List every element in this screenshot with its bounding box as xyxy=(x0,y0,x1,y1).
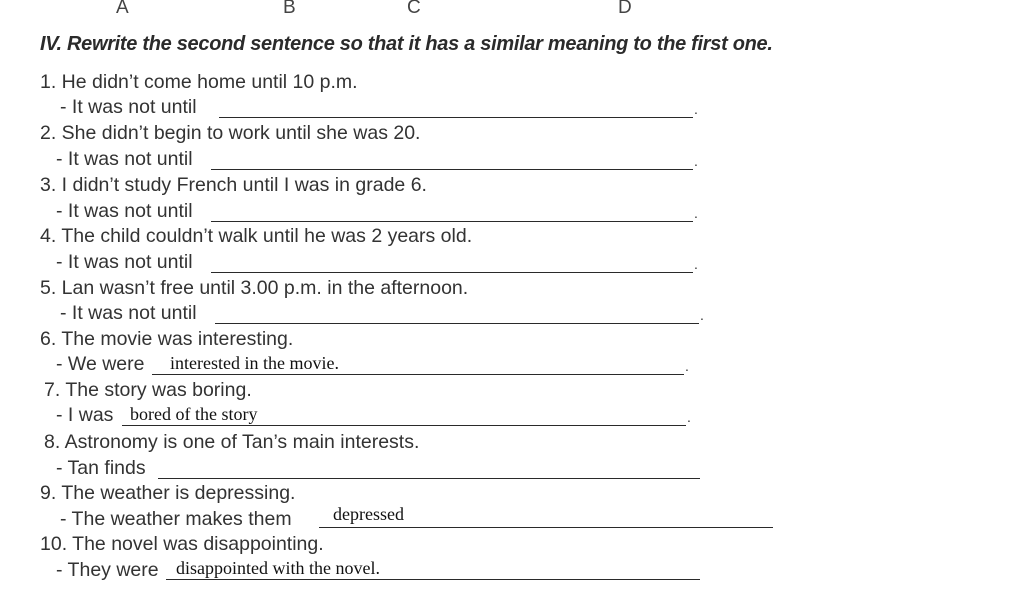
question-10: 10. The novel was disappointing. xyxy=(40,533,324,555)
answer-blank-4[interactable] xyxy=(211,253,693,273)
question-5: 5. Lan wasn’t free until 3.00 p.m. in the afternoon. xyxy=(40,277,469,299)
answer-blank-10[interactable] xyxy=(166,560,700,580)
period-5: . xyxy=(700,307,704,323)
prompt-4: - It was not until xyxy=(56,251,193,273)
prompt-8: - Tan finds xyxy=(56,457,146,479)
answer-7: bored of the story xyxy=(130,404,258,424)
answer-blank-1[interactable] xyxy=(219,98,693,118)
period-3: . xyxy=(694,205,698,221)
period-6: . xyxy=(685,358,689,374)
prompt-1: - It was not until xyxy=(60,96,197,118)
question-8: 8. Astronomy is one of Tan’s main interests. xyxy=(44,431,420,453)
column-letter-b: B xyxy=(283,0,296,18)
period-2: . xyxy=(694,153,698,169)
prompt-2: - It was not until xyxy=(56,148,193,170)
answer-10: disappointed with the novel. xyxy=(176,558,380,578)
question-1: 1. He didn’t come home until 10 p.m. xyxy=(40,71,358,93)
answer-blank-6[interactable] xyxy=(152,355,684,375)
question-7: 7. The story was boring. xyxy=(44,379,252,401)
period-4: . xyxy=(694,256,698,272)
prompt-10: - They were xyxy=(56,559,159,581)
prompt-7: - I was xyxy=(56,404,114,426)
question-6: 6. The movie was interesting. xyxy=(40,328,294,350)
answer-blank-8[interactable] xyxy=(158,459,700,479)
answer-blank-3[interactable] xyxy=(211,202,693,222)
prompt-9: - The weather makes them xyxy=(60,508,292,530)
answer-9: depressed xyxy=(333,504,404,524)
answer-blank-5[interactable] xyxy=(215,304,699,324)
period-1: . xyxy=(694,101,698,117)
column-letter-d: D xyxy=(618,0,632,18)
question-9: 9. The weather is depressing. xyxy=(40,482,296,504)
answer-blank-2[interactable] xyxy=(211,150,693,170)
period-7: . xyxy=(687,409,691,425)
prompt-5: - It was not until xyxy=(60,302,197,324)
answer-blank-7[interactable] xyxy=(122,406,686,426)
question-2: 2. She didn’t begin to work until she was 20. xyxy=(40,122,421,144)
column-letter-c: C xyxy=(407,0,421,18)
instruction-heading: IV. Rewrite the second sentence so that it has a similar meaning to the first one. xyxy=(40,33,773,55)
prompt-3: - It was not until xyxy=(56,200,193,222)
answer-blank-9[interactable] xyxy=(319,504,773,528)
prompt-6: - We were xyxy=(56,353,145,375)
answer-6: interested in the movie. xyxy=(170,353,339,373)
question-3: 3. I didn’t study French until I was in grade 6. xyxy=(40,174,427,196)
column-letter-a: A xyxy=(116,0,129,18)
question-4: 4. The child couldn’t walk until he was 2 years old. xyxy=(40,225,473,247)
